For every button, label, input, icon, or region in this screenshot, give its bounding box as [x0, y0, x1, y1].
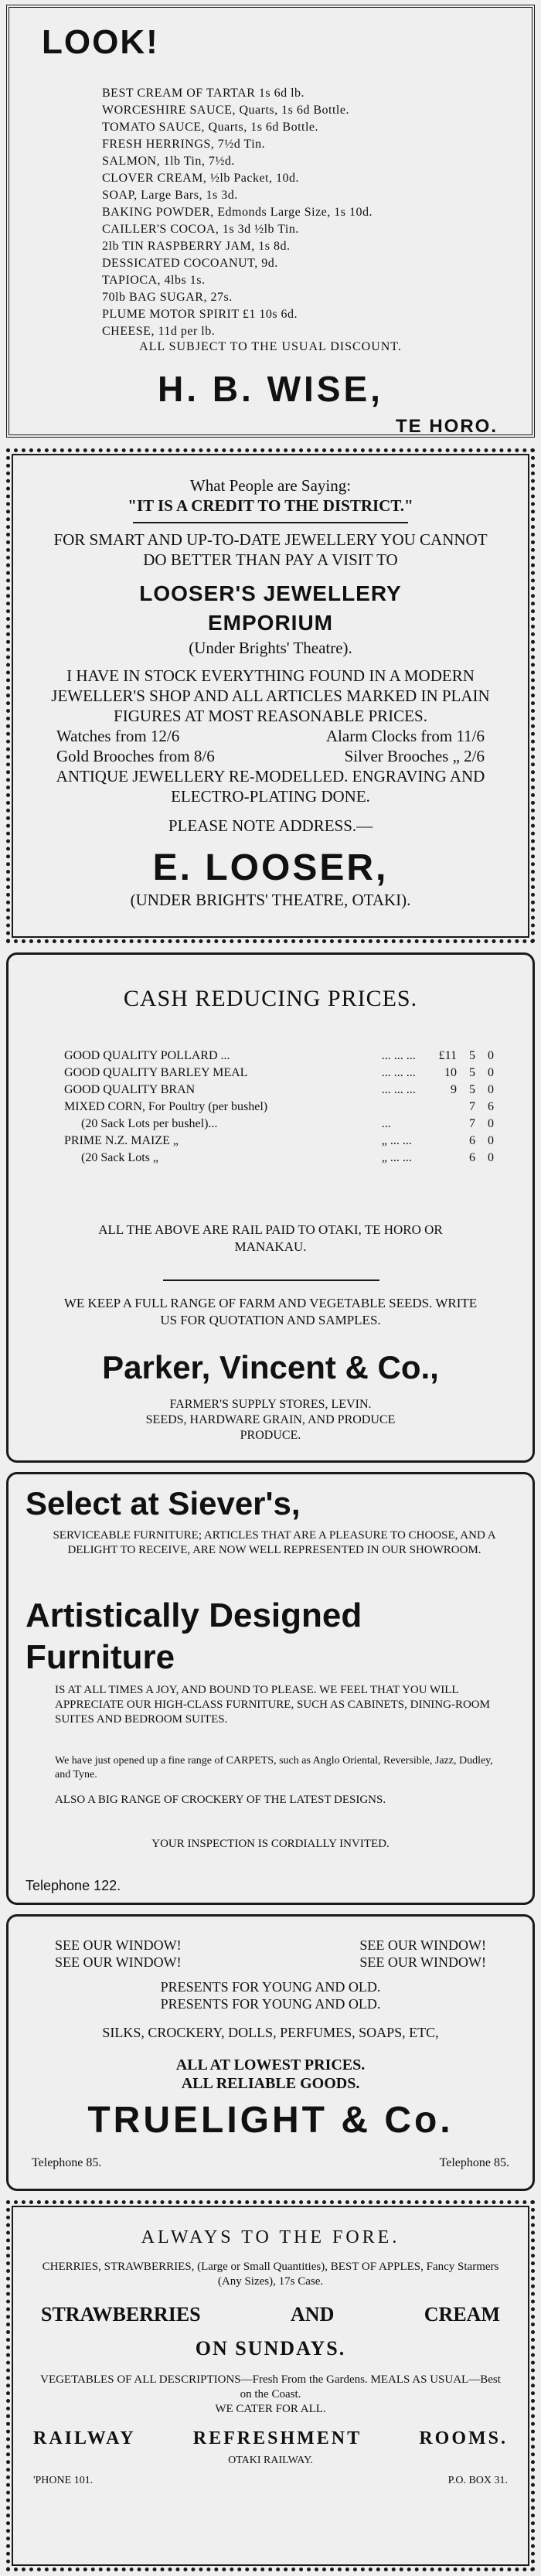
item-name: MIXED CORN, For Poultry (per bushel) [64, 1100, 268, 1113]
ad-parker-vincent [6, 952, 535, 1463]
price-table [63, 1048, 495, 1167]
callout-row [55, 1954, 486, 1971]
price-pounds: 9 [451, 1083, 457, 1096]
list-item: BAKING POWDER, Edmonds Large Size, 1s 10d. [102, 206, 373, 219]
presents [9, 1978, 532, 2012]
ad-saying: What People are Saying: [189, 476, 352, 495]
item-dots: „ ... ... [381, 1151, 412, 1164]
list-item: TOMATO SAUCE, Quarts, 1s 6d Bottle. [102, 121, 319, 134]
ad-intro: FOR SMART AND UP-TO-DATE JEWELLERY YOU CANNOT DO BETTER THAN PAY A VISIT TO [53, 530, 488, 569]
ad-quote: "IT IS A CREDIT TO THE DISTRICT." [128, 496, 413, 515]
callout: SEE OUR WINDOW! [55, 1937, 182, 1953]
table-row [63, 1133, 495, 1150]
body-line: WE CATER FOR ALL. [215, 2403, 326, 2415]
list-item: FRESH HERRINGS, 7½d Tin. [102, 138, 266, 151]
address-note: PLEASE NOTE ADDRESS.— [168, 816, 373, 835]
list-item: CHEESE, 11d per lb. [102, 325, 216, 338]
price-list [102, 85, 373, 340]
item-dots: „ ... ... [381, 1134, 412, 1147]
callout-row [55, 1937, 486, 1954]
ad-title: LOOSER'S JEWELLERY [139, 581, 402, 605]
price-pounds [437, 1150, 458, 1167]
ad-title: CASH REDUCING PRICES. [123, 986, 418, 1011]
detail-line: PRODUCE. [240, 1429, 301, 1442]
ad-subheading [41, 2303, 500, 2326]
advertiser-name: Parker, Vincent & Co., [102, 1349, 439, 1385]
advertiser-name [33, 2428, 508, 2449]
list-item: SALMON, 1lb Tin, 7½d. [102, 155, 235, 168]
subheading-line: Artistically Designed [26, 1596, 362, 1634]
item-name: GOOD QUALITY BRAN [64, 1083, 196, 1096]
ad-subheading: ON SUNDAYS. [195, 2337, 346, 2360]
advertiser-name: H. B. WISE, [158, 369, 383, 409]
item-dots: ... [381, 1117, 391, 1130]
range-note: WE KEEP A FULL RANGE OF FARM AND VEGETABLE SEEDS. WRITE US FOR QUOTATION AND SAMPLES. [63, 1296, 478, 1327]
list-item: PLUME MOTOR SPIRIT £1 10s 6d. [102, 308, 298, 321]
telephone: Telephone 85. [32, 2156, 102, 2169]
list-item: 2lb TIN RASPBERRY JAM, 1s 8d. [102, 240, 291, 253]
ad-body: CHERRIES, STRAWBERRIES, (Large or Small Quantities), BEST OF APPLES, Fancy Starmers (Any Sizes), 17s Case. [42, 2261, 499, 2288]
list-item: WORCESHIRE SAUCE, Quarts, 1s 6d Bottle. [102, 104, 349, 117]
ad-body: ALSO A BIG RANGE OF CROCKERY OF THE LATEST DESIGNS. [55, 1794, 386, 1806]
price-item: Watches from 12/6 [56, 727, 180, 745]
price-pence: 0 [488, 1066, 494, 1079]
ad-body [33, 2373, 508, 2417]
telephone: 'PHONE 101. [33, 2475, 94, 2486]
price-pounds [437, 1133, 458, 1150]
detail-line: SEEDS, HARDWARE GRAIN, AND PRODUCE [145, 1413, 396, 1426]
ad-body: IS AT ALL TIMES A JOY, AND BOUND TO PLEASE. WE FEEL THAT YOU WILL APPRECIATE OUR HIGH-CLASS FURNITURE, SUCH AS CABINETS, DINING-ROOM SUITES AND BEDROOM SUITES. [55, 1684, 490, 1726]
ad-subheading [26, 1595, 362, 1678]
name-word: REFRESHMENT [192, 2428, 362, 2448]
price-shillings: 5 [469, 1049, 475, 1062]
price-item: Alarm Clocks from 11/6 [325, 727, 485, 745]
table-row [63, 1150, 495, 1167]
table-row [63, 1048, 495, 1065]
rail-note: ALL THE ABOVE ARE RAIL PAID TO OTAKI, TE HORO OR MANAKAU. [98, 1222, 443, 1254]
price-note-line: ALL RELIABLE GOODS. [181, 2075, 360, 2092]
ad-truelight [6, 1914, 535, 2191]
item-dots: ... ... ... [381, 1049, 416, 1062]
detail-line: FARMER'S SUPPLY STORES, LEVIN. [169, 1398, 372, 1411]
price-note-line: ALL AT LOWEST PRICES. [175, 2056, 366, 2073]
price-row [41, 726, 500, 746]
price-pounds: £11 [438, 1049, 457, 1062]
ad-wise [6, 5, 535, 438]
item-name: GOOD QUALITY POLLARD ... [64, 1049, 230, 1062]
price-shillings: 7 [469, 1117, 475, 1130]
divider [133, 522, 408, 523]
contact-row [33, 2475, 508, 2487]
price-row [41, 746, 500, 766]
item-dots [380, 1099, 437, 1116]
subheading-word: AND [291, 2303, 335, 2326]
ad-body: I HAVE IN STOCK EVERYTHING FOUND IN A MODERN JEWELLER'S SHOP AND ALL ARTICLES MARKED IN PLAIN FIGURES AT MOST REASONABLE PRICES. [51, 666, 490, 725]
price-note [9, 2056, 532, 2093]
price-shillings: 7 [469, 1100, 475, 1113]
telephone: Telephone 122. [26, 1878, 121, 1893]
divider [163, 1279, 379, 1281]
telephone: Telephone 85. [439, 2156, 509, 2169]
goods-list: SILKS, CROCKERY, DOLLS, PERFUMES, SOAPS, ETC, [102, 2025, 439, 2040]
name-word: ROOMS. [419, 2428, 508, 2448]
ad-sievers [6, 1472, 535, 1905]
body-line: VEGETABLES OF ALL DESCRIPTIONS—Fresh From the Gardens. MEALS AS USUAL—Best on the Coast. [40, 2373, 501, 2401]
po-box: P.O. BOX 31. [447, 2475, 508, 2486]
advertiser-name: E. LOOSER, [152, 847, 389, 888]
price-pence: 6 [488, 1100, 494, 1113]
table-row [63, 1099, 495, 1116]
list-item: 70lb BAG SUGAR, 27s. [102, 291, 233, 304]
price-pence: 0 [488, 1083, 494, 1096]
price-shillings: 5 [469, 1066, 475, 1079]
list-item: BEST CREAM OF TARTAR 1s 6d lb. [102, 87, 305, 100]
advertiser-town: TE HORO. [395, 416, 498, 437]
discount-note: ALL SUBJECT TO THE USUAL DISCOUNT. [139, 340, 402, 353]
ad-heading: ALWAYS TO THE FORE. [141, 2227, 400, 2247]
item-name: PRIME N.Z. MAIZE „ [64, 1134, 179, 1147]
list-item: CAILLER'S COCOA, 1s 3d ½lb Tin. [102, 223, 299, 236]
callout: SEE OUR WINDOW! [359, 1954, 486, 1970]
ad-heading: LOOK! [42, 23, 159, 61]
list-item: CLOVER CREAM, ½lb Packet, 10d. [102, 172, 299, 185]
ad-body: SERVICEABLE FURNITURE; ARTICLES THAT ARE A PLEASURE TO CHOOSE, AND A DELIGHT TO RECEIVE, ARE NOW WELL REPRESENTED IN OUR SHOWROOM. [53, 1529, 496, 1556]
price-item: Silver Brooches „ 2/6 [344, 747, 485, 765]
item-dots: ... ... ... [381, 1083, 416, 1096]
price-pounds: 10 [444, 1066, 457, 1079]
ad-heading: Select at Siever's, [26, 1485, 301, 1521]
list-item: DESSICATED COCOANUT, 9d. [102, 257, 278, 270]
callout: SEE OUR WINDOW! [359, 1937, 486, 1953]
price-pence: 0 [488, 1117, 494, 1130]
ad-railway-refreshment [6, 2200, 535, 2571]
list-item: SOAP, Large Bars, 1s 3d. [102, 189, 238, 202]
ad-looser [6, 448, 535, 943]
price-shillings: 6 [469, 1151, 475, 1164]
ad-invite: YOUR INSPECTION IS CORDIALLY INVITED. [151, 1838, 390, 1850]
presents-line: PRESENTS FOR YOUNG AND OLD. [160, 1996, 381, 2012]
price-pence: 0 [488, 1134, 494, 1147]
subheading-line: Furniture [26, 1638, 175, 1676]
presents-line: PRESENTS FOR YOUNG AND OLD. [160, 1979, 381, 1995]
advertiser-address: (UNDER BRIGHTS' THEATRE, OTAKI). [130, 891, 411, 909]
item-name: GOOD QUALITY BARLEY MEAL [64, 1066, 248, 1079]
ad-body: We have just opened up a fine range of CARPETS, such as Anglo Oriental, Reversible, Jazz, Dudley, and Tyne. [55, 1755, 493, 1780]
ad-body: ANTIQUE JEWELLERY RE-MODELLED. ENGRAVING AND ELECTRO-PLATING DONE. [56, 767, 485, 806]
table-row [63, 1065, 495, 1082]
name-word: RAILWAY [33, 2428, 136, 2448]
subheading-word: STRAWBERRIES [41, 2303, 201, 2326]
window-callouts [55, 1937, 486, 1971]
price-pence: 0 [488, 1049, 494, 1062]
advertiser-name: TRUELIGHT & Co. [87, 2100, 454, 2141]
price-shillings: 5 [469, 1083, 475, 1096]
callout: SEE OUR WINDOW! [55, 1954, 182, 1970]
advertiser-details [9, 1397, 532, 1443]
subheading-word: CREAM [424, 2303, 500, 2326]
ad-title: EMPORIUM [208, 611, 333, 635]
advertiser-location: OTAKI RAILWAY. [228, 2455, 313, 2466]
price-pounds [437, 1116, 458, 1133]
list-item: TAPIOCA, 4lbs 1s. [102, 274, 206, 287]
price-shillings: 6 [469, 1134, 475, 1147]
table-row [63, 1082, 495, 1099]
price-pounds [437, 1099, 458, 1116]
ad-location: (Under Brights' Theatre). [189, 639, 352, 657]
item-name: (20 Sack Lots „ [81, 1151, 158, 1164]
price-item: Gold Brooches from 8/6 [56, 747, 215, 765]
item-dots: ... ... ... [381, 1066, 416, 1079]
item-name: (20 Sack Lots per bushel)... [81, 1117, 218, 1130]
table-row [63, 1116, 495, 1133]
price-pence: 0 [488, 1151, 494, 1164]
